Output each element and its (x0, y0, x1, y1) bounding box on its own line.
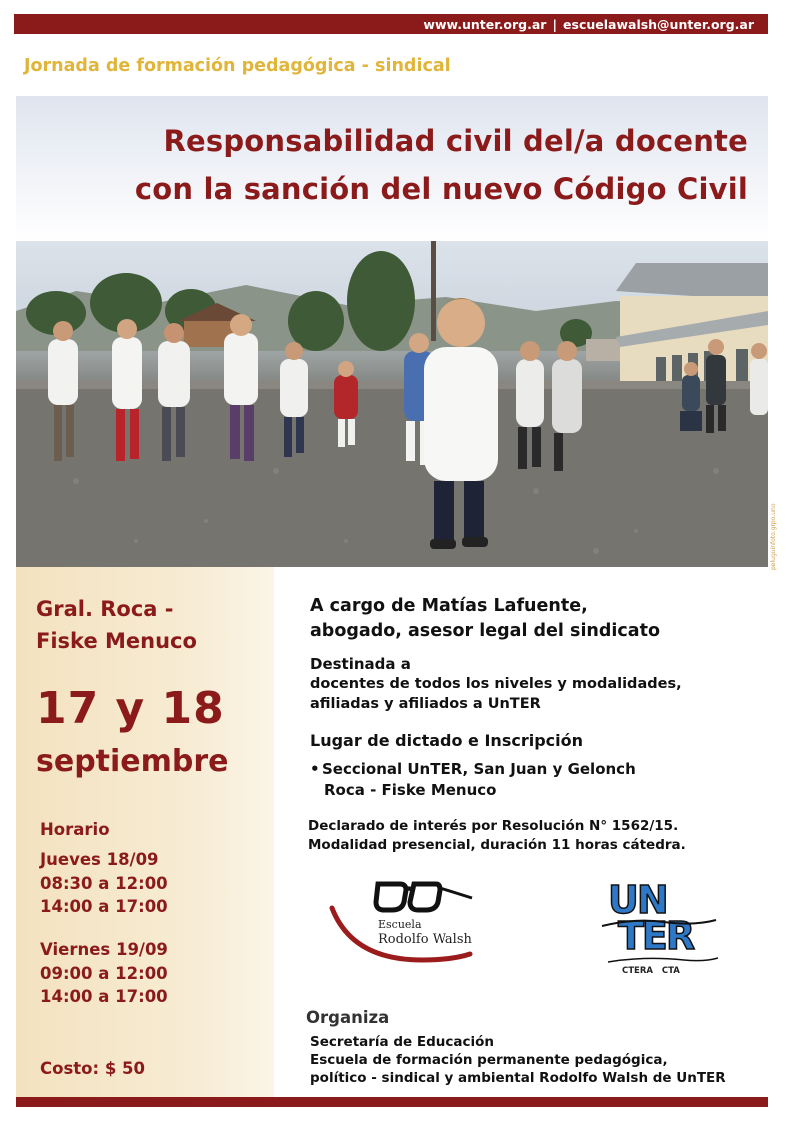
venue-line-2: Roca - Fiske Menuco (324, 781, 497, 799)
walsh-logo-line-1: Escuela (378, 918, 422, 931)
title-line-1: Responsabilidad civil del/a docente (163, 124, 748, 158)
schedule-day-2-slot-1: 09:00 a 12:00 (40, 964, 168, 983)
audience-line-2: afiliadas y afiliados a UnTER (310, 696, 541, 712)
organiza-line-2: Escuela de formación permanente pedagógica, (310, 1052, 668, 1068)
header-separator: | (552, 16, 558, 32)
header-bar (14, 14, 768, 34)
title-panel (16, 96, 768, 241)
organiza-line-1: Secretaría de Educación (310, 1034, 494, 1050)
photo-credit: peluguinfoto.grpo.uno (770, 503, 777, 570)
organiza-heading: Organiza (306, 1008, 390, 1027)
event-kicker: Jornada de formación pedagógica - sindical (24, 56, 451, 76)
photo-scene (16, 241, 768, 567)
schedule-day-2: Viernes 19/09 (40, 940, 168, 959)
audience-line-1: docentes de todos los niveles y modalidades, (310, 676, 682, 692)
walsh-logo-line-2: Rodolfo Walsh (378, 932, 472, 947)
title-line-2: con la sanción del nuevo Código Civil (134, 172, 748, 206)
audience-heading: Destinada a (310, 655, 411, 673)
venue-line-1: Seccional UnTER, San Juan y Gelonch (322, 760, 636, 778)
organiza-line-3: político - sindical y ambiental Rodolfo Walsh de UnTER (310, 1070, 726, 1086)
declared-line-1: Declarado de interés por Resolución N° 1562/15. (308, 818, 679, 834)
venue-bullet: • (310, 760, 320, 778)
instructor-line-1: A cargo de Matías Lafuente, (310, 596, 588, 616)
schedule-heading: Horario (40, 820, 110, 839)
children-running-photo (16, 241, 768, 567)
instructor-line-2: abogado, asesor legal del sindicato (310, 621, 660, 641)
event-month: septiembre (36, 744, 229, 779)
email-link[interactable]: escuelawalsh@unter.org.ar (563, 16, 754, 32)
unter-logo (594, 872, 724, 982)
unter-logo-bottom: TER (618, 914, 694, 958)
unter-logo-caption: CTERA CTA (622, 966, 680, 976)
venue-heading: Lugar de dictado e Inscripción (310, 731, 584, 750)
website-link[interactable]: www.unter.org.ar (423, 16, 547, 32)
schedule-day-1: Jueves 18/09 (40, 850, 159, 869)
schedule-day-1-slot-1: 08:30 a 12:00 (40, 874, 168, 893)
schedule-day-2-slot-2: 14:00 a 17:00 (40, 987, 168, 1006)
location-line-2: Fiske Menuco (36, 629, 197, 653)
location-line-1: Gral. Roca - (36, 597, 174, 621)
schedule-day-1-slot-2: 14:00 a 17:00 (40, 897, 168, 916)
unter-logo-top: UN (608, 878, 667, 922)
cost-label: Costo: $ 50 (40, 1059, 146, 1078)
declared-line-2: Modalidad presencial, duración 11 horas cátedra. (308, 837, 686, 853)
footer-bar (16, 1097, 768, 1107)
escuela-walsh-logo (322, 874, 492, 974)
event-days: 17 y 18 (36, 683, 225, 734)
